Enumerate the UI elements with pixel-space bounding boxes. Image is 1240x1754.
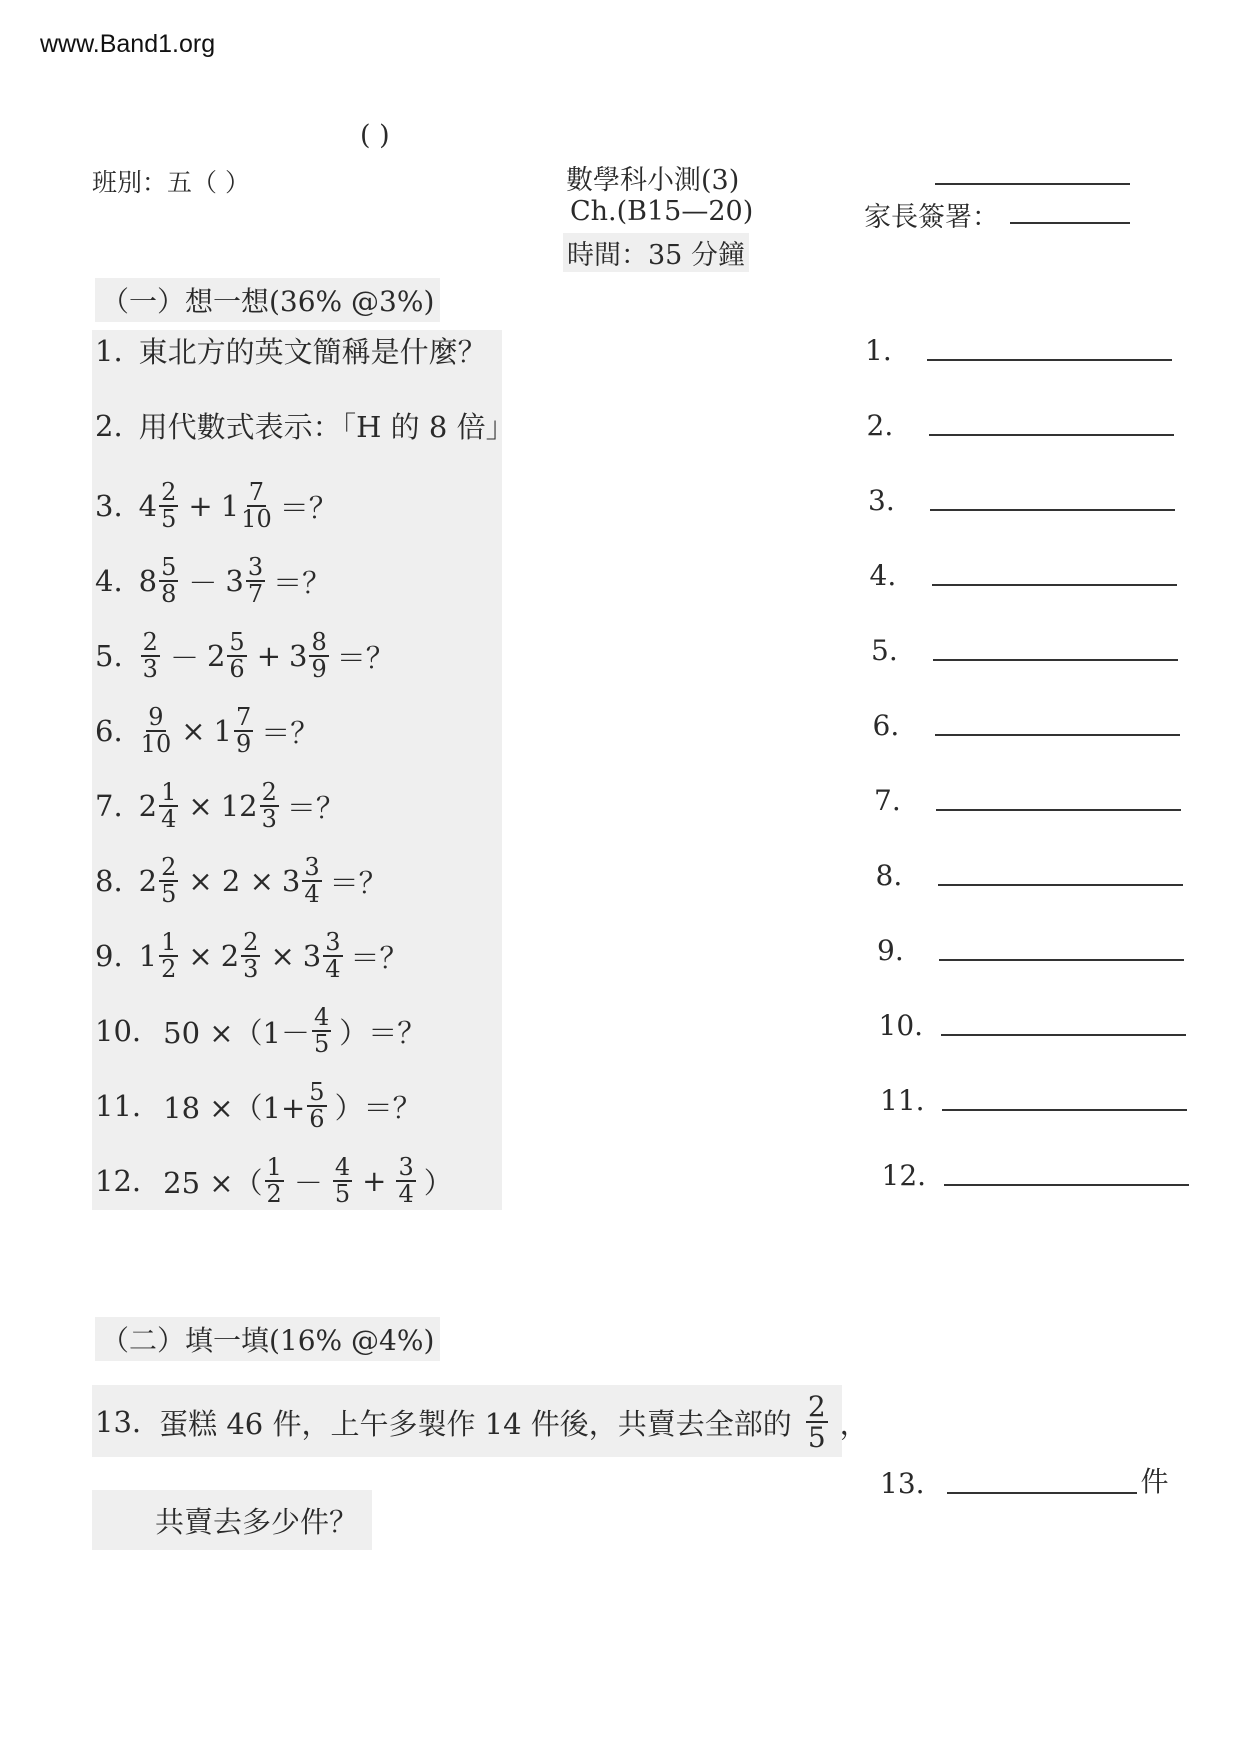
answer-line[interactable]	[942, 1107, 1187, 1111]
fraction-denominator: 4	[161, 805, 177, 834]
fraction	[241, 930, 260, 982]
fraction-numerator: 1	[266, 1153, 282, 1181]
answer-line[interactable]	[932, 582, 1177, 586]
question-text: 東北方的英文簡稱是什麼？	[138, 335, 487, 369]
fraction-denominator: 5	[334, 1180, 351, 1209]
answer-10	[879, 1009, 1186, 1042]
fraction	[309, 630, 328, 682]
expression-text: ＝？	[279, 490, 338, 525]
fraction-denominator: 4	[398, 1180, 414, 1209]
expression-text: ＝？	[261, 715, 320, 750]
whole-number: 3	[289, 639, 308, 674]
fraction-numerator: 2	[807, 1390, 826, 1423]
expression-text: ＝？	[336, 640, 395, 675]
watermark-url: www.Band1.org	[40, 30, 216, 58]
fraction-denominator: 5	[161, 505, 177, 534]
fraction	[396, 1155, 415, 1207]
fraction	[159, 780, 178, 832]
answer-label: 11.	[880, 1084, 925, 1117]
parent-signature-label: 家長簽署：	[864, 202, 999, 233]
question-2	[95, 405, 515, 446]
fraction-denominator: 6	[309, 1105, 325, 1134]
answer-9	[877, 934, 1184, 967]
answer-label: 8.	[875, 859, 903, 892]
answer-label: 3.	[868, 484, 895, 517]
answer-11	[880, 1084, 1187, 1117]
operator: －	[188, 565, 218, 600]
expression-text: ＝？	[286, 790, 345, 825]
answer-label: 6.	[872, 709, 900, 742]
expression-text: 25 ×（	[163, 1165, 263, 1200]
expression-text: 18 ×（1+	[163, 1090, 306, 1125]
fraction-denominator: 3	[261, 805, 277, 834]
fraction	[141, 630, 160, 682]
answer-8	[876, 859, 1183, 892]
top-blank-line	[935, 183, 1130, 185]
answer-7	[874, 784, 1181, 817]
fraction	[333, 1155, 352, 1207]
question-number: 10.	[95, 1014, 142, 1049]
answer-label: 9.	[877, 934, 904, 967]
operator: × 2 ×	[188, 864, 274, 899]
answer-unit: 件	[1140, 1465, 1169, 1498]
fraction	[323, 930, 342, 982]
whole-number: 3	[302, 939, 322, 974]
student-number-blank: ( )	[360, 120, 390, 151]
question-9	[95, 930, 409, 982]
fraction	[234, 705, 253, 757]
question-13	[95, 1392, 869, 1453]
whole-number: 1	[220, 489, 240, 524]
fraction	[806, 1392, 828, 1453]
whole-number: 3	[225, 564, 244, 599]
class-label: 班別：五（ ）	[92, 168, 250, 197]
fraction	[246, 555, 265, 607]
operator: +	[362, 1164, 387, 1199]
expression-text: ＝？	[350, 940, 409, 975]
fraction	[307, 1080, 326, 1132]
expression-text: ）＝？	[334, 1090, 422, 1125]
fraction-denominator: 3	[243, 955, 259, 984]
fraction-numerator: 7	[248, 478, 265, 506]
section-1-title: （一）想一想(36% @3%)	[95, 278, 440, 322]
fraction-numerator: 8	[311, 628, 327, 656]
whole-number: 2	[206, 639, 226, 674]
question-number: 5.	[95, 639, 123, 674]
answer-label: 10.	[878, 1009, 924, 1042]
fraction-numerator: 1	[161, 928, 177, 956]
fraction-denominator: 2	[266, 1180, 282, 1209]
time-label: 時間：35 分鐘	[563, 233, 749, 272]
answer-label: 7.	[874, 784, 901, 817]
whole-number: 3	[281, 864, 301, 899]
fraction-denominator: 6	[229, 655, 245, 684]
answer-6	[873, 709, 1180, 742]
fraction-denominator: 5	[807, 1421, 826, 1455]
question-text: 用代數式表示：「H 的 8 倍」	[138, 410, 515, 444]
fraction-numerator: 3	[325, 928, 341, 956]
question-number: 12.	[95, 1164, 142, 1199]
answer-13	[880, 1460, 1169, 1500]
question-number: 3.	[95, 489, 123, 524]
fraction	[141, 705, 172, 757]
question-6	[95, 705, 319, 757]
fraction-denominator: 4	[325, 955, 341, 984]
fraction-denominator: 3	[142, 655, 158, 684]
comma: ，	[839, 1406, 869, 1441]
question-number: 2.	[95, 408, 123, 443]
whole-number: 2	[138, 864, 158, 899]
fraction-numerator: 5	[161, 553, 177, 581]
fraction-numerator: 2	[243, 928, 259, 956]
answer-line[interactable]	[929, 432, 1174, 436]
answer-1	[865, 334, 1172, 367]
answer-label: 1.	[865, 334, 892, 367]
fraction-denominator: 8	[161, 580, 177, 609]
answer-label: 12.	[881, 1159, 927, 1192]
answer-12	[882, 1159, 1189, 1192]
whole-number: 1	[213, 714, 232, 749]
fraction-numerator: 2	[161, 853, 177, 881]
answer-3	[868, 484, 1175, 517]
answer-line[interactable]	[938, 882, 1183, 886]
question-10	[95, 1005, 426, 1057]
whole-number: 2	[138, 789, 158, 824]
question-11	[95, 1080, 422, 1132]
question-number: 8.	[95, 864, 123, 899]
answer-line[interactable]	[933, 657, 1178, 661]
answer-2	[867, 409, 1174, 442]
operator: －	[169, 640, 199, 675]
answer-line[interactable]	[941, 1032, 1186, 1036]
whole-number: 4	[138, 489, 158, 524]
expression-text: ＝？	[273, 565, 332, 600]
expression-text: 50 ×（1－	[163, 1015, 310, 1050]
answer-line[interactable]	[936, 807, 1181, 811]
expression-text: ＝？	[329, 865, 388, 900]
answer-line[interactable]	[930, 507, 1175, 511]
expression-text: ）	[423, 1165, 453, 1200]
question-number: 6.	[95, 714, 123, 749]
fraction-denominator: 10	[241, 505, 272, 534]
question-4	[95, 555, 331, 607]
scan-shade	[92, 330, 502, 1210]
fraction-numerator: 4	[334, 1153, 351, 1181]
question-8	[95, 855, 388, 907]
parent-signature-line[interactable]	[1010, 222, 1130, 224]
fraction	[159, 930, 178, 982]
whole-number: 1	[138, 939, 158, 974]
operator: －	[293, 1165, 323, 1200]
fraction-denominator: 7	[247, 580, 264, 609]
section-2-title: （二）填一填(16% @4%)	[95, 1317, 440, 1361]
answer-line[interactable]	[935, 732, 1180, 736]
answer-label: 2.	[866, 409, 894, 442]
question-12	[95, 1155, 453, 1207]
question-13-line2: 共賣去多少件？	[155, 1505, 359, 1539]
question-3	[95, 480, 338, 532]
fraction-numerator: 3	[247, 553, 264, 581]
fraction-numerator: 1	[161, 778, 177, 806]
fraction-denominator: 9	[311, 655, 327, 684]
answer-line[interactable]	[927, 357, 1172, 361]
answer-line[interactable]	[939, 957, 1184, 961]
fraction	[159, 555, 178, 607]
fraction	[159, 480, 178, 532]
fraction-denominator: 10	[140, 730, 172, 759]
question-5	[95, 630, 395, 682]
fraction-denominator: 5	[161, 880, 177, 909]
operator: +	[256, 639, 282, 674]
fraction-numerator: 2	[161, 478, 177, 506]
fraction	[227, 630, 246, 682]
operator: ×	[188, 939, 213, 974]
answer-line[interactable]	[944, 1182, 1189, 1186]
operator: ×	[188, 789, 213, 824]
operator: ×	[181, 714, 206, 749]
answer-5	[871, 634, 1178, 667]
question-number: 7.	[95, 789, 123, 824]
operator: +	[188, 489, 213, 524]
question-number: 4.	[95, 564, 123, 599]
fraction-denominator: 2	[161, 955, 177, 984]
answer-label: 4.	[869, 559, 897, 592]
expression-text: ）＝？	[339, 1015, 427, 1050]
question-1	[95, 330, 487, 371]
fraction	[302, 855, 321, 907]
operator: ×	[270, 939, 295, 974]
chapter-label: Ch.(B15—20)	[570, 196, 754, 227]
fraction-denominator: 9	[235, 730, 252, 759]
fraction-numerator: 5	[229, 628, 245, 656]
answer-label: 5.	[871, 634, 898, 667]
fraction-denominator: 5	[314, 1030, 330, 1059]
fraction-numerator: 5	[309, 1078, 325, 1106]
page-title: 數學科小測(3)	[566, 165, 740, 196]
answer-line[interactable]	[947, 1490, 1137, 1494]
question-number: 9.	[95, 939, 123, 974]
question-number: 1.	[95, 333, 123, 368]
fraction	[159, 855, 178, 907]
fraction	[312, 1005, 331, 1057]
fraction-numerator: 2	[261, 778, 277, 806]
fraction-numerator: 9	[148, 703, 164, 731]
fraction-numerator: 3	[304, 853, 320, 881]
question-text: 蛋糕 46 件，上午多製作 14 件後，共賣去全部的	[159, 1406, 792, 1441]
question-7	[95, 780, 345, 832]
fraction-numerator: 7	[235, 703, 252, 731]
whole-number: 8	[138, 564, 158, 599]
fraction-numerator: 2	[142, 628, 158, 656]
fraction-numerator: 3	[398, 1153, 414, 1181]
fraction	[260, 780, 279, 832]
question-number: 11.	[95, 1089, 142, 1124]
fraction	[265, 1155, 284, 1207]
fraction-denominator: 4	[304, 880, 320, 909]
question-number: 13.	[95, 1405, 142, 1440]
fraction	[241, 480, 272, 532]
whole-number: 2	[220, 939, 240, 974]
answer-label: 13.	[880, 1467, 925, 1500]
whole-number: 12	[220, 789, 258, 824]
fraction-numerator: 4	[314, 1003, 330, 1031]
answer-4	[870, 559, 1177, 592]
